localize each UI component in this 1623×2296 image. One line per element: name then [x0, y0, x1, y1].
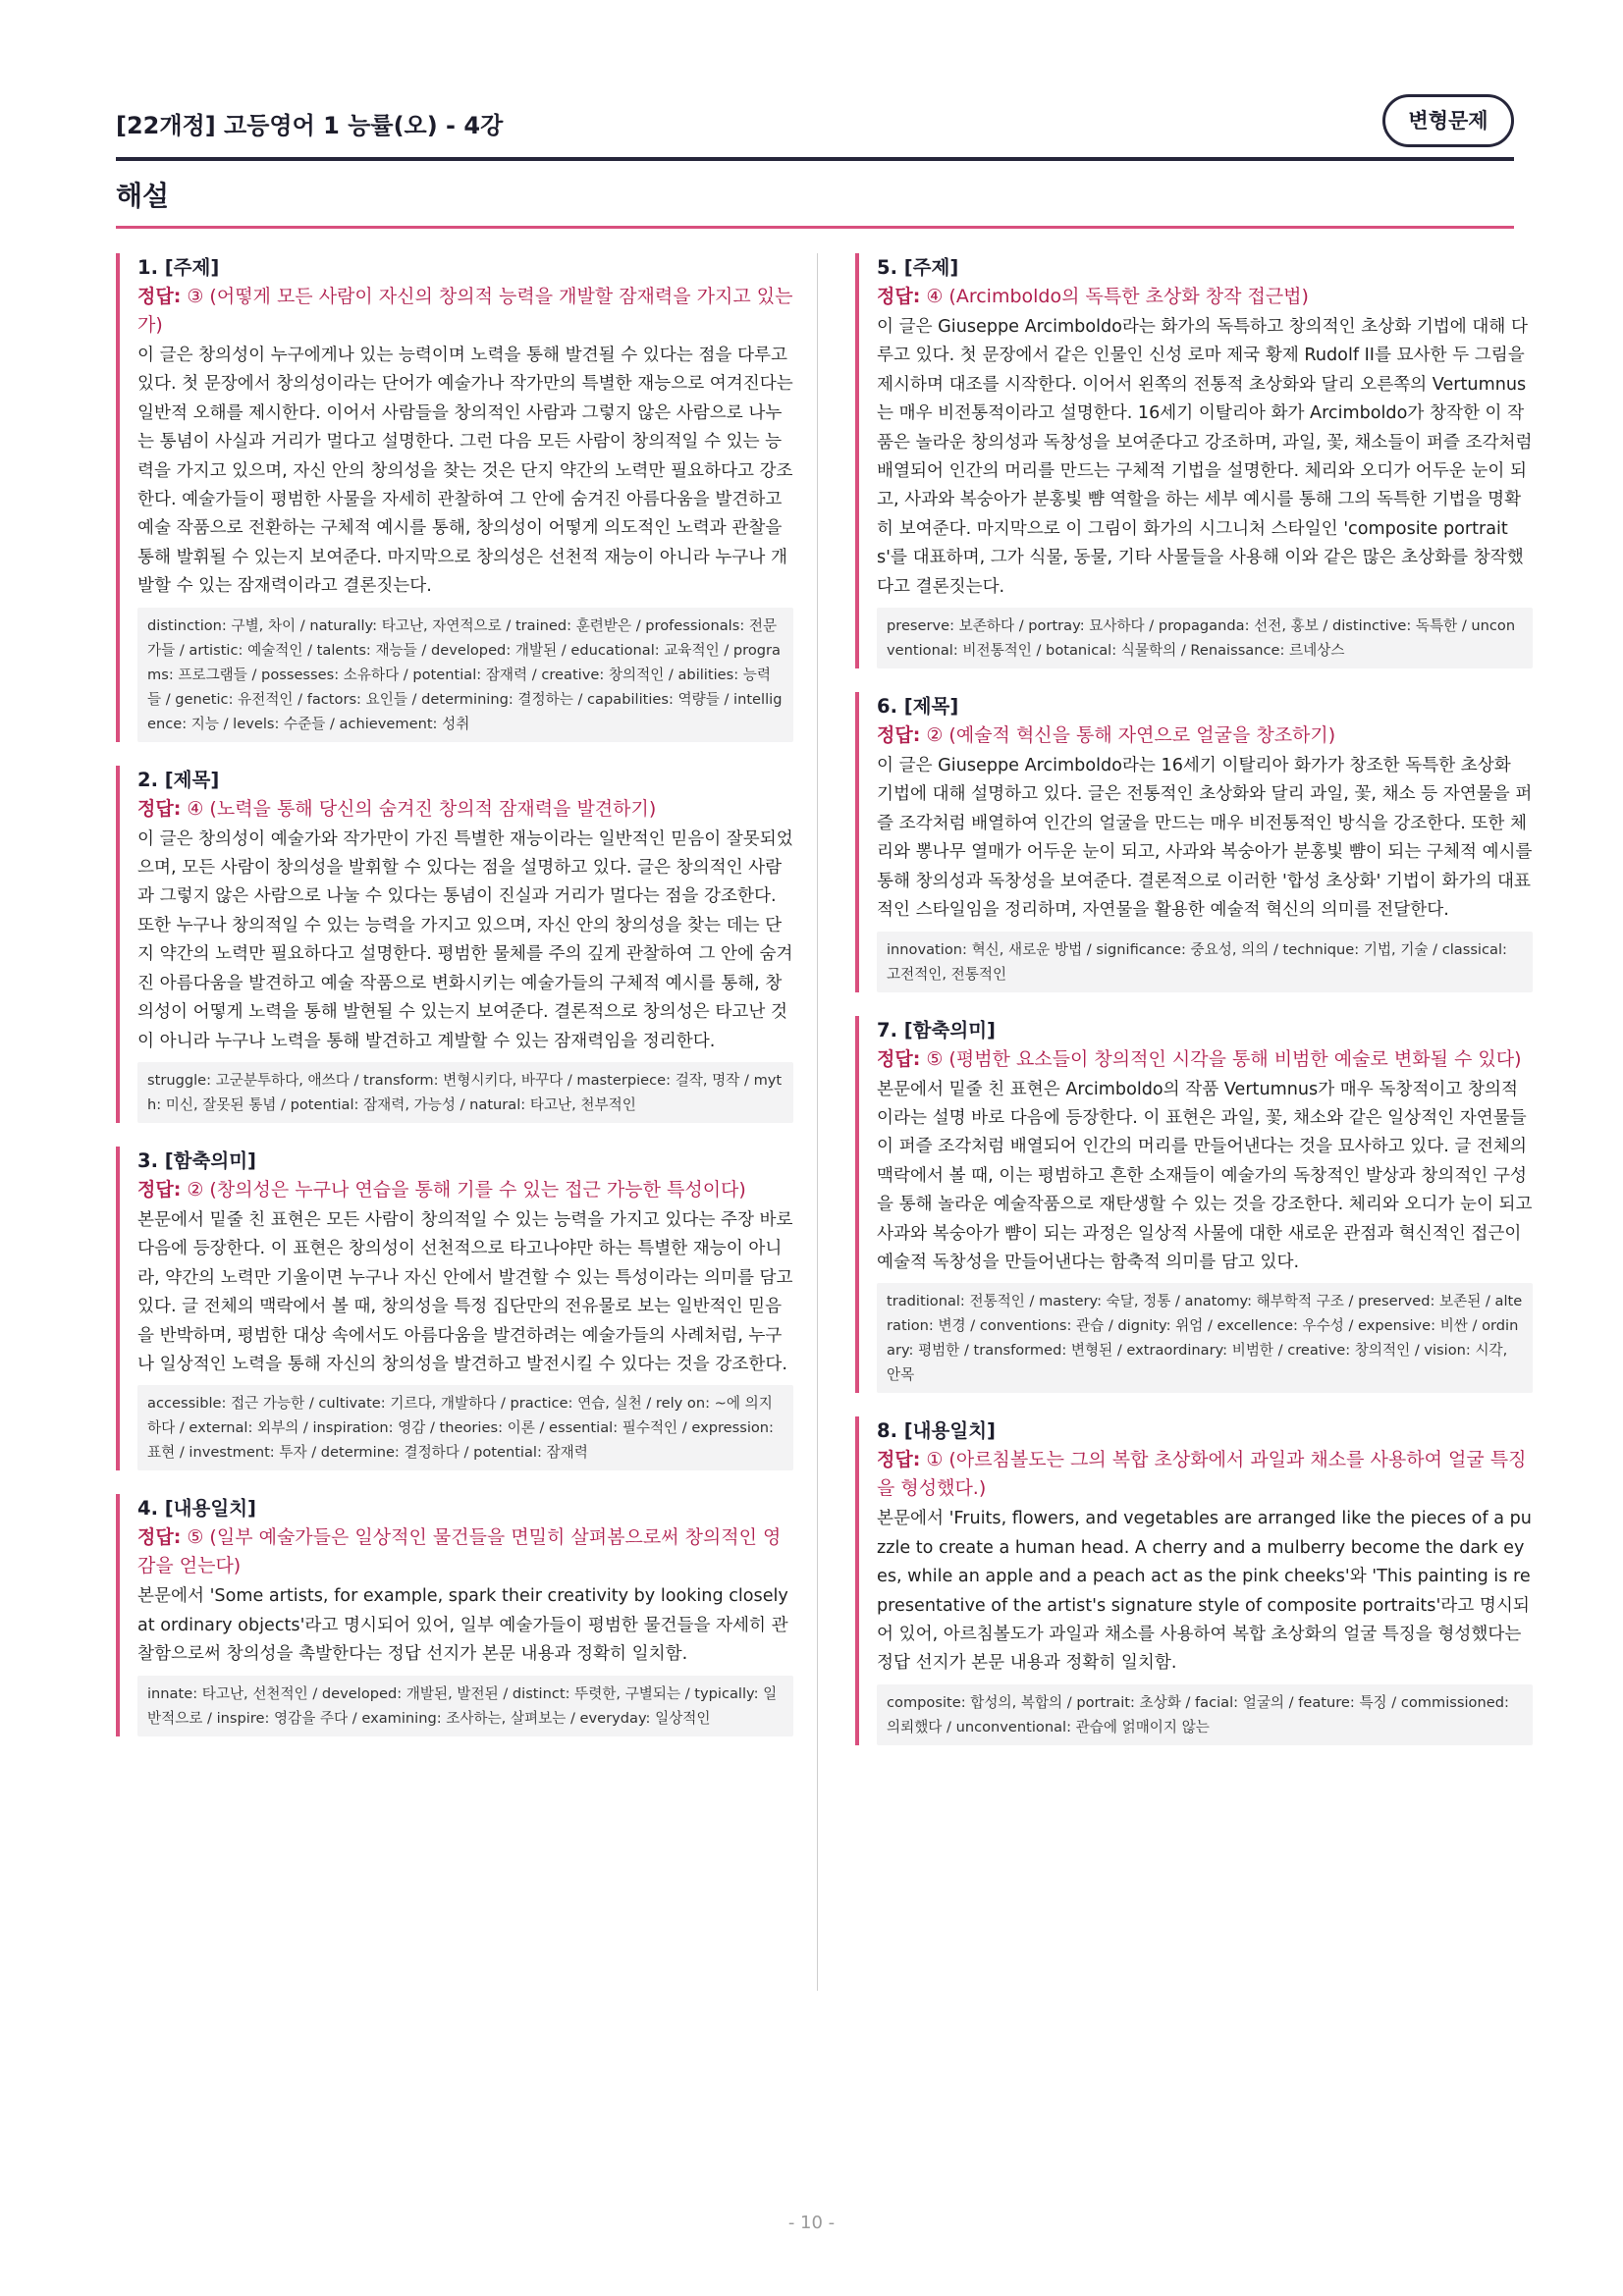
answer-line — [137, 1176, 793, 1204]
answer-text: ③ (어떻게 모든 사람이 자신의 창의적 능력을 개발할 잠재력을 가지고 있는가) — [137, 286, 793, 336]
question-number: 7. [함축의미] — [877, 1018, 996, 1041]
answer-prefix: 정답: — [137, 286, 182, 307]
vocab-box: struggle: 고군분투하다, 애쓰다 / transform: 변형시키다, 바꾸다 / masterpiece: 걸작, 명작 / myth: 미신, 잘못된 통념 / potential: 잠재력, 가능성 / natural: 타고난, 천부적인 — [137, 1062, 793, 1123]
answer-line — [877, 283, 1533, 311]
explanation-text: 본문에서 'Fruits, flowers, and vegetables are arranged like the pieces of a puzzle to create a human head. A cherry and a mulberry become the dark eyes, while an apple and a peach act as the pink cheeks'와 'This painting is representative of the artist's signature style of composite portraits'라고 명시되어 있어, 아르침볼도가 과일과 채소를 사용하여 복합 초상화의 얼굴 특징을 형성했다는 정답 선지가 본문 내용과 정확히 일치함. — [877, 1509, 1532, 1674]
answer-text: ① (아르침볼도는 그의 복합 초상화에서 과일과 채소를 사용하여 얼굴 특징을 형성했다.) — [877, 1449, 1527, 1500]
question-block — [116, 1147, 793, 1470]
question-number: 3. [함축의미] — [137, 1148, 256, 1172]
answer-prefix: 정답: — [137, 1178, 182, 1201]
question-number: 8. [내용일치] — [877, 1419, 996, 1443]
answer-text: ⑤ (평범한 요소들이 창의적인 시각을 통해 비범한 예술로 변화될 수 있다) — [926, 1047, 1522, 1070]
vocab-box: distinction: 구별, 차이 / naturally: 타고난, 자연적으로 / trained: 훈련받은 / professionals: 전문가들 / artistic: 예술적인 / talents: 재능들 / developed: 개발된 / educational: 교육적인 / programs: 프로그램들 / possesses: 소유하다 / potential: 잠재력 / creative: 창의적인 / abilities: 능력들 / genetic: 유전적인 / factors: 요인들 / determining: 결정하는 / capabilities: 역량들 / intelligence: 지능 / levels: 수준들 / achievement: 성취 — [137, 608, 793, 742]
question-block — [855, 253, 1533, 668]
right-column — [855, 253, 1533, 1769]
question-number: 5. [주제] — [877, 256, 959, 279]
answer-text: ④ (Arcimboldo의 독특한 초상화 창작 접근법) — [926, 286, 1309, 307]
answer-text: ⑤ (일부 예술가들은 일상적인 물건들을 면밀히 살펴봄으로써 창의적인 영감을 얻는다) — [137, 1526, 782, 1577]
question-block — [855, 692, 1533, 991]
section-title: 해설 — [116, 180, 170, 212]
explanation-text: 본문에서 밑줄 친 표현은 모든 사람이 창의적일 수 있는 능력을 가지고 있다는 주장 바로 다음에 등장한다. 이 표현은 창의성이 선천적으로 타고나야만 하는 특별한 재능이 아니라, 약간의 노력만 기울이면 누구나 자신 안에서 발견할 수 있는 특성이라는 의미를 담고 있다. 글 전체의 맥락에서 볼 때, 창의성을 특정 집단만의 전유물로 보는 일반적인 믿음을 반박하며, 평범한 대상 속에서도 아름다움을 발견하려는 예술가들의 사례처럼, 누구나 일상적인 노력을 통해 자신의 창의성을 발견하고 발전시킬 수 있다는 것을 강조한다. — [137, 1209, 793, 1374]
explanation-text: 이 글은 Giuseppe Arcimboldo라는 16세기 이탈리아 화가가 창조한 독특한 초상화 기법에 대해 설명하고 있다. 글은 전통적인 초상화와 달리 과일, 꽃, 채소 등 자연물을 퍼즐 조각처럼 배열하여 인간의 얼굴을 만드는 매우 비전통적인 방식을 강조한다. 또한 체리와 뽕나무 열매가 어두운 눈이 되고, 사과와 복숭아가 분홍빛 뺨이 되는 구체적 예시를 통해 창의성과 독창성을 보여준다. 결론적으로 이러한 '합성 초상화' 기법이 화가의 대표적인 스타일임을 정리하며, 자연물을 활용한 예술적 혁신의 의미를 전달한다. — [877, 756, 1533, 921]
page-number: - 10 - — [787, 2213, 836, 2233]
explanation-text: 이 글은 창의성이 누구에게나 있는 능력이며 노력을 통해 발견될 수 있다는 점을 다루고 있다. 첫 문장에서 창의성이라는 단어가 예술가나 작가만의 특별한 재능으로 여겨진다는 일반적 오해를 제시한다. 이어서 사람들을 창의적인 사람과 그렇지 않은 사람으로 나누는 통념이 사실과 거리가 멀다고 설명한다. 그런 다음 모든 사람이 창의적일 수 있는 능력을 가지고 있으며, 자신 안의 창의성을 찾는 것은 단지 약간의 노력만 필요하다고 강조한다. 예술가들이 평범한 사물을 자세히 관찰하여 그 안에 숨겨진 아름다움을 발견하고 예술 작품으로 전환하는 구체적 예시를 통해, 창의성이 어떻게 의도적인 노력과 관찰을 통해 발휘될 수 있는지 보여준다. 마지막으로 창의성은 선천적 재능이 아니라 누구나 개발할 수 있는 잠재력이라고 결론짓는다. — [137, 346, 793, 597]
explanation-text: 본문에서 밑줄 친 표현은 Arcimboldo의 작품 Vertumnus가 매우 독창적이고 창의적이라는 설명 바로 다음에 등장한다. 이 표현은 과일, 꽃, 채소와 같은 일상적인 자연물들이 퍼즐 조각처럼 배열되어 인간의 머리를 만들어낸다는 것을 묘사하고 있다. 글 전체의 맥락에서 볼 때, 이는 평범하고 흔한 소재들이 예술가의 독창적인 발상과 창의적인 구성을 통해 놀라운 예술작품으로 재탄생할 수 있는 것을 강조한다. 체리와 오디가 눈이 되고 사과와 복숭아가 뺨이 되는 과정은 일상적 사물에 대한 새로운 관점과 혁신적인 접근이 예술적 독창성을 만들어낸다는 함축적 의미를 담고 있다. — [877, 1079, 1533, 1272]
question-number: 6. [제목] — [877, 695, 959, 719]
question-number: 2. [제목] — [137, 768, 220, 791]
question-block — [855, 1416, 1533, 1744]
question-number: 1. [주제] — [137, 256, 220, 279]
answer-prefix: 정답: — [877, 1449, 921, 1471]
answer-text: ② (창의성은 누구나 연습을 통해 기를 수 있는 접근 가능한 특성이다) — [187, 1178, 746, 1201]
answer-text: ④ (노력을 통해 당신의 숨겨진 창의적 잠재력을 발견하기) — [187, 797, 657, 820]
explanation-text: 이 글은 창의성이 예술가와 작가만이 가진 특별한 재능이라는 일반적인 믿음이 잘못되었으며, 모든 사람이 창의성을 발휘할 수 있다는 점을 설명하고 있다. 글은 창의적인 사람과 그렇지 않은 사람으로 나눌 수 있다는 통념이 진실과 거리가 멀다는 점을 강조한다. 또한 누구나 창의적일 수 있는 능력을 가지고 있으며, 자신 안의 창의성을 찾는 데는 단지 약간의 노력만 필요하다고 설명한다. 평범한 물체를 주의 깊게 관찰하여 그 안에 숨겨진 아름다움을 발견하고 예술 작품으로 변화시키는 예술가들의 구체적 예시를 통해, 창의성이 어떻게 노력을 통해 발현될 수 있는지 보여준다. 결론적으로 창의성은 타고난 것이 아니라 누구나 노력을 통해 발견하고 계발할 수 있는 잠재력임을 정리한다. — [137, 828, 793, 1051]
vocab-box: innate: 타고난, 선천적인 / developed: 개발된, 발전된 / distinct: 뚜렷한, 구별되는 / typically: 일반적으로 / inspire: 영감을 주다 / examining: 조사하는, 살펴보는 / everyday: 일상적인 — [137, 1676, 793, 1736]
answer-prefix: 정답: — [137, 1526, 182, 1549]
type-badge: 변형문제 — [1382, 94, 1514, 147]
vocab-box: composite: 합성의, 복합의 / portrait: 초상화 / facial: 얼굴의 / feature: 특징 / commissioned: 의뢰했다 / unconventional: 관습에 얽매이지 않는 — [877, 1684, 1533, 1745]
question-block — [116, 253, 793, 742]
question-block — [116, 1494, 793, 1735]
question-block — [116, 766, 793, 1123]
vocab-box: innovation: 혁신, 새로운 방법 / significance: 중요성, 의의 / technique: 기법, 기술 / classical: 고전적인, 전통적인 — [877, 932, 1533, 992]
left-column — [116, 253, 793, 1760]
answer-line — [877, 1045, 1533, 1074]
answer-prefix: 정답: — [877, 1047, 921, 1070]
answer-line — [137, 795, 793, 824]
vocab-box: accessible: 접근 가능한 / cultivate: 기르다, 개발하다 / practice: 연습, 실천 / rely on: ~에 의지하다 / external: 외부의 / inspiration: 영감 / theories: 이론 / essential: 필수적인 / expression: 표현 / investment: 투자 / determine: 결정하다 / potential: 잠재력 — [137, 1385, 793, 1470]
answer-prefix: 정답: — [137, 797, 182, 820]
section-divider — [116, 226, 1514, 229]
vocab-box: preserve: 보존하다 / portray: 묘사하다 / propaganda: 선전, 홍보 / distinctive: 독특한 / unconventional: 비전통적인 / botanical: 식물학의 / Renaissance: 르네상스 — [877, 608, 1533, 668]
answer-line — [137, 283, 793, 340]
document-title: [22개정] 고등영어 1 능률(오) - 4강 — [116, 112, 504, 139]
explanation-text: 이 글은 Giuseppe Arcimboldo라는 화가의 독특하고 창의적인 초상화 기법에 대해 다루고 있다. 첫 문장에서 같은 인물인 신성 로마 제국 황제 Rudolf II를 묘사한 두 그림을 제시하며 대조를 시작한다. 이어서 왼쪽의 전통적 초상화와 달리 오른쪽의 Vertumnus는 매우 비전통적이라고 설명한다. 16세기 이탈리아 화가 Arcimboldo가 창작한 이 작품은 놀라운 창의성과 독창성을 보여준다고 강조하며, 과일, 꽃, 채소들이 퍼즐 조각처럼 배열되어 인간의 머리를 만드는 구체적 기법을 설명한다. 체리와 오디가 어두운 눈이 되고, 사과와 복숭아가 분홍빛 뺨 역할을 하는 세부 예시를 통해 그의 독특한 기법을 명확히 보여준다. 마지막으로 이 그림이 화가의 시그니처 스타일인 'composite portraits'를 대표하며, 그가 식물, 동물, 기타 사물들을 사용해 이와 같은 많은 초상화를 창작했다고 결론짓는다. — [877, 317, 1533, 597]
answer-text: ② (예술적 혁신을 통해 자연으로 얼굴을 창조하기) — [926, 724, 1336, 747]
question-block — [855, 1016, 1533, 1394]
answer-line — [877, 1446, 1533, 1503]
column-divider — [817, 253, 818, 1991]
explanation-text: 본문에서 'Some artists, for example, spark their creativity by looking closely at ordinary objects'라고 명시되어 있어, 일부 예술가들이 평범한 물건들을 자세히 관찰함으로써 창의성을 촉발한다는 정답 선지가 본문 내용과 정확히 일치함. — [137, 1586, 788, 1665]
page-header — [116, 92, 1514, 161]
answer-prefix: 정답: — [877, 286, 921, 307]
answer-prefix: 정답: — [877, 724, 921, 747]
answer-line — [877, 721, 1533, 750]
vocab-box: traditional: 전통적인 / mastery: 숙달, 정통 / anatomy: 해부학적 구조 / preserved: 보존된 / alteration: 변경 / conventions: 관습 / dignity: 위엄 / excellence: 우수성 / expensive: 비싼 / ordinary: 평범한 / transformed: 변형된 / extraordinary: 비범한 / creative: 창의적인 / vision: 시각, 안목 — [877, 1283, 1533, 1393]
answer-line — [137, 1523, 793, 1580]
question-number: 4. [내용일치] — [137, 1497, 256, 1521]
